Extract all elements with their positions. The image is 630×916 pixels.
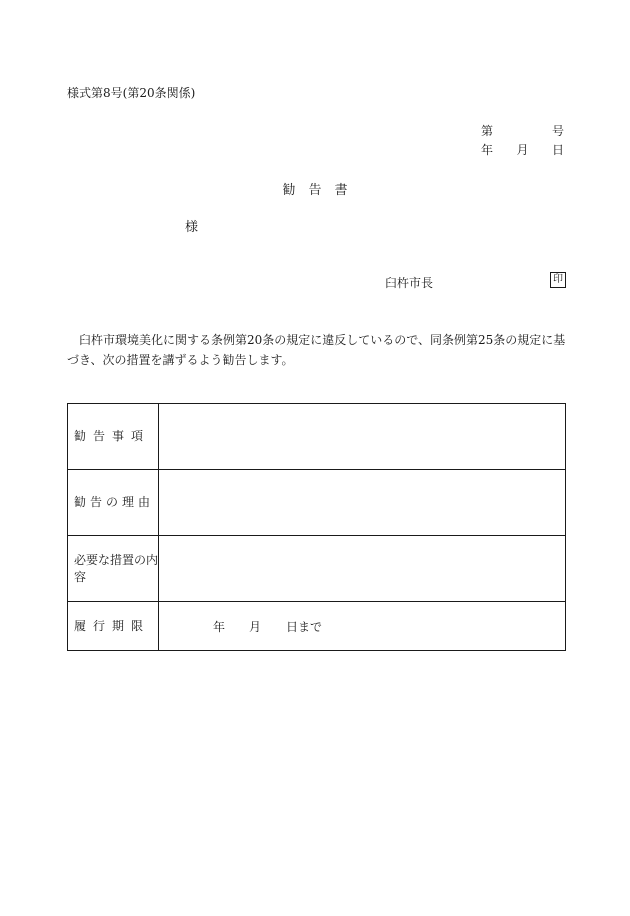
document-number-prefix: 第 — [481, 124, 494, 138]
label-recommendation-reason: 勧告の理由 — [68, 470, 159, 536]
table-row — [68, 536, 566, 602]
body-text: 臼杵市環境美化に関する条例第20条の規定に違反しているので、同条例第25条の規定に基づき、次の措置を講ずるよう勧告します。 — [67, 333, 566, 367]
value-required-measures — [159, 536, 566, 602]
table-row — [68, 470, 566, 536]
document-number — [481, 122, 564, 139]
notice-table — [67, 403, 566, 651]
document-title: 勧告書 — [282, 183, 361, 198]
deadline-day: 日まで — [286, 619, 323, 634]
table-row — [68, 602, 566, 651]
issuer-name: 臼杵市長 — [385, 276, 434, 290]
label-recommendation-items: 勧告事項 — [68, 404, 159, 470]
document-number-suffix: 号 — [551, 124, 564, 138]
deadline-month: 月 — [249, 619, 262, 634]
addressee-suffix: 様 — [185, 220, 199, 235]
value-recommendation-items — [159, 404, 566, 470]
label-required-measures: 必要な措置の内容 — [68, 536, 159, 602]
table-row — [68, 404, 566, 470]
value-recommendation-reason — [159, 470, 566, 536]
date-day: 日 — [551, 143, 564, 157]
form-number: 様式第8号(第20条関係) — [67, 86, 196, 100]
date-month: 月 — [516, 143, 529, 157]
document-date — [481, 141, 564, 158]
seal-mark: 印 — [550, 272, 566, 288]
date-year: 年 — [481, 143, 494, 157]
label-deadline: 履行期限 — [68, 602, 159, 651]
deadline-year: 年 — [213, 619, 226, 634]
value-deadline — [159, 602, 566, 651]
